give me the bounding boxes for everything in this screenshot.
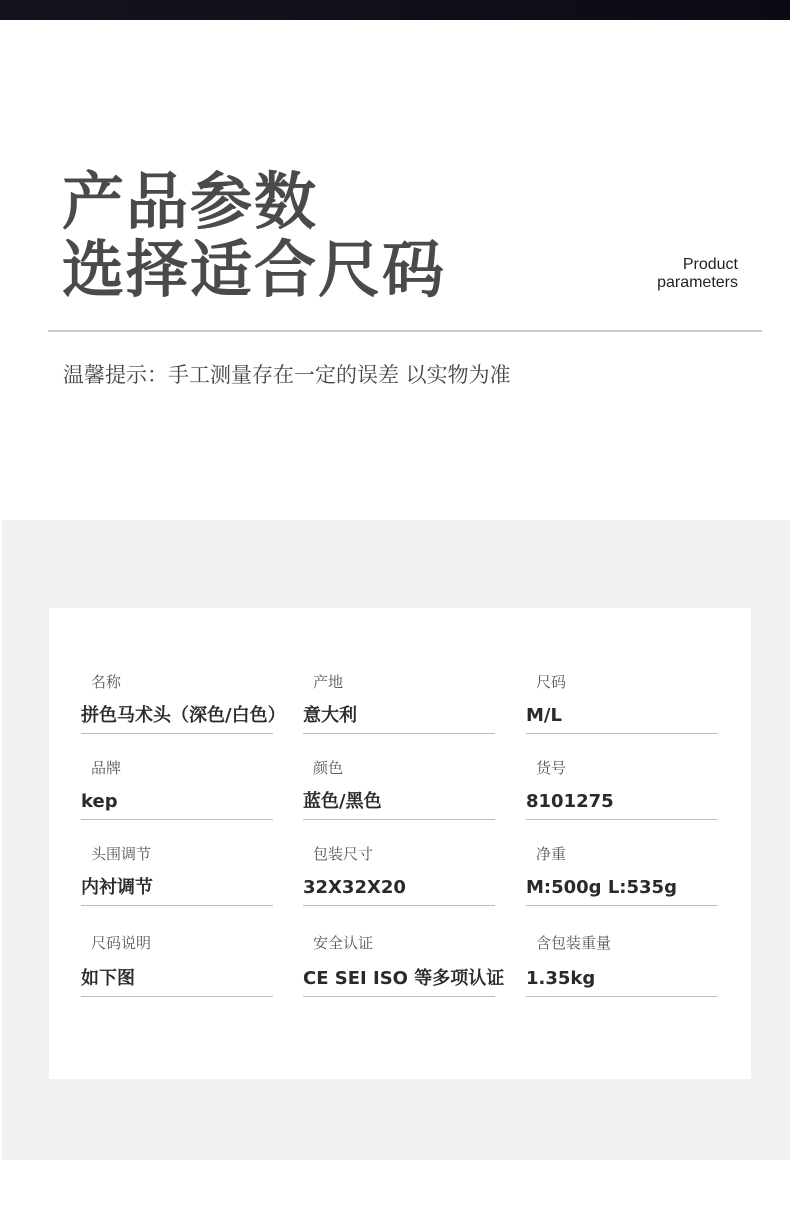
param-label: 品牌 — [91, 759, 122, 777]
param-name — [81, 672, 286, 734]
param-color — [303, 758, 495, 820]
param-label: 含包装重量 — [536, 934, 612, 952]
param-label: 安全认证 — [313, 934, 374, 952]
title-line-1: 产品参数 — [62, 165, 319, 238]
top-dark-bar — [0, 0, 790, 20]
param-size-guide — [81, 933, 273, 997]
title-line-2: 选择适合尺码 — [62, 233, 447, 306]
english-subtitle-line-1: Product — [682, 256, 738, 273]
param-label: 名称 — [91, 673, 122, 691]
param-label: 包装尺寸 — [313, 845, 374, 863]
param-label: 颜色 — [313, 759, 344, 777]
param-item-number — [526, 758, 718, 820]
measurement-tip: 温馨提示：手工测量存在一定的误差 以实物为准 — [63, 363, 511, 387]
param-value: 内衬调节 — [81, 877, 153, 898]
param-package-size — [303, 844, 495, 906]
param-brand — [81, 758, 273, 820]
params-card — [49, 608, 751, 1079]
param-value: M/L — [526, 705, 562, 726]
param-value: 1.35kg — [526, 968, 596, 989]
param-certification — [303, 933, 505, 997]
divider — [48, 330, 762, 332]
param-label: 头围调节 — [91, 845, 152, 863]
english-subtitle — [657, 256, 738, 292]
param-value: CE SEI ISO 等多项认证 — [303, 968, 505, 989]
param-gross-weight — [526, 933, 718, 997]
param-size — [526, 672, 718, 734]
param-value: kep — [81, 791, 118, 812]
param-value: M:500g L:535g — [526, 877, 677, 898]
param-value: 拼色马术头（深色/白色） — [81, 705, 286, 726]
param-net-weight — [526, 844, 718, 906]
param-label: 尺码说明 — [91, 934, 152, 952]
param-origin — [303, 672, 495, 734]
param-value: 意大利 — [303, 705, 357, 726]
param-value: 蓝色/黑色 — [303, 791, 382, 812]
param-value: 32X32X20 — [303, 877, 406, 898]
param-value: 如下图 — [81, 968, 135, 989]
param-value: 8101275 — [526, 791, 614, 812]
param-label: 尺码 — [536, 673, 567, 691]
param-label: 净重 — [536, 845, 567, 863]
param-head-adjust — [81, 844, 273, 906]
param-label: 产地 — [313, 673, 344, 691]
param-label: 货号 — [536, 759, 567, 777]
english-subtitle-line-2: parameters — [657, 274, 738, 291]
